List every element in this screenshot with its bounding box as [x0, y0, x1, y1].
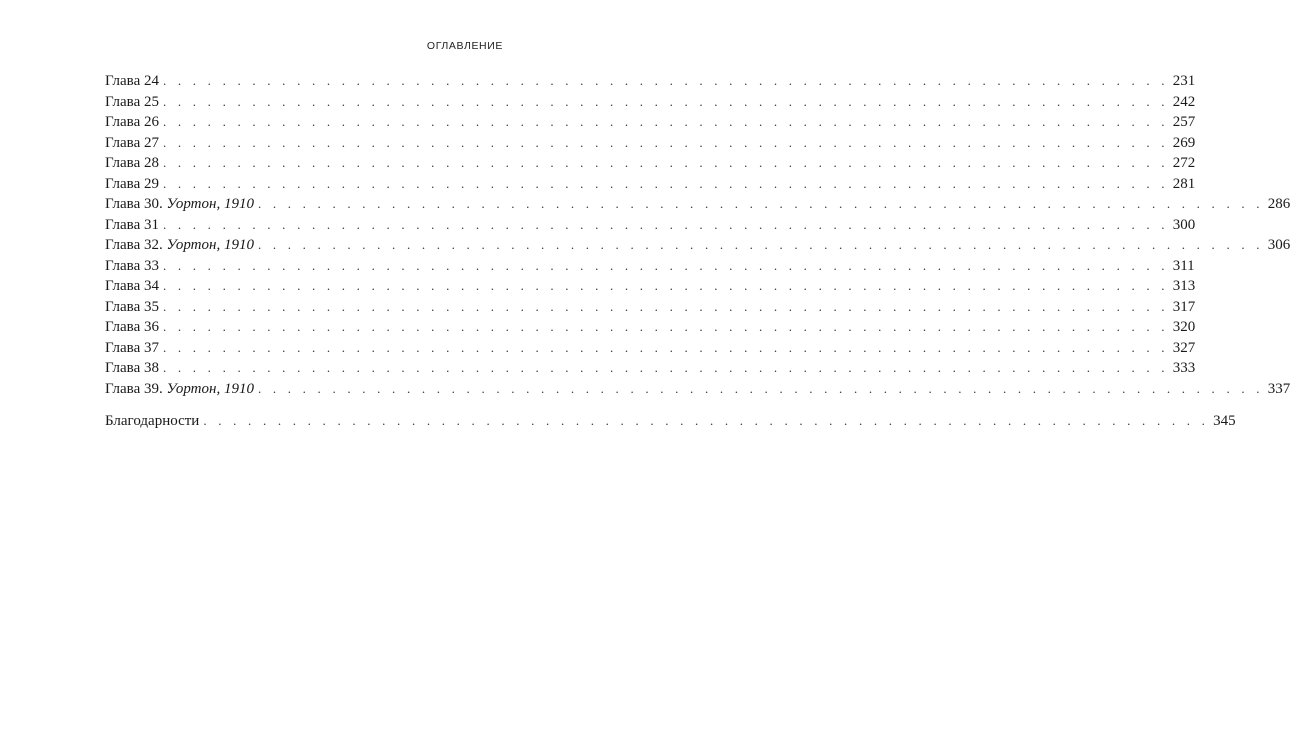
toc-entry-page: 231 — [1172, 73, 1196, 89]
toc-entry-page: 320 — [1172, 319, 1196, 335]
dot-leader: . . . . . . . . . . . . . . . . . . . . . . . . . . . . . . . . . . . . . . . . . . . . . . . . . . . . . . . . . . . . . . . . . . . . — [162, 360, 1169, 375]
toc-entry-acknowledgements[interactable] — [105, 411, 1236, 432]
table-of-contents — [105, 71, 1290, 432]
toc-entry[interactable] — [105, 174, 1196, 195]
dot-leader: . . . . . . . . . . . . . . . . . . . . . . . . . . . . . . . . . . . . . . . . . . . . . . . . . . . . . . . . . . . . . . . . . . . . — [162, 134, 1169, 150]
toc-entry[interactable] — [105, 235, 1290, 256]
dot-leader: . . . . . . . . . . . . . . . . . . . . . . . . . . . . . . . . . . . . . . . . . . . . . . . . . . . . . . . . . . . . . . . . . . . . — [162, 278, 1169, 293]
dot-leader: . . . . . . . . . . . . . . . . . . . . . . . . . . . . . . . . . . . . . . . . . . . . . . . . . . . . . . . . . . . . . . . . . . . . — [203, 413, 1210, 428]
toc-entry-page: 327 — [1172, 339, 1196, 356]
dot-leader: . . . . . . . . . . . . . . . . . . . . . . . . . . . . . . . . . . . . . . . . . . . . . . . . . . . . . . . . . . . . . . . . . . . . — [162, 298, 1169, 314]
toc-entry[interactable] — [105, 276, 1196, 297]
toc-entry-page: 300 — [1172, 216, 1196, 233]
dot-leader: . . . . . . . . . . . . . . . . . . . . . . . . . . . . . . . . . . . . . . . . . . . . . . . . . . . . . . . . . . . . . . . . . . . . — [162, 93, 1169, 109]
toc-entry-title: Глава 37 — [105, 338, 163, 359]
toc-entry-title: Глава 31 — [105, 215, 163, 236]
toc-entry-page: 286 — [1267, 196, 1290, 212]
toc-entry-title: Благодарности — [105, 411, 203, 432]
dot-leader: . . . . . . . . . . . . . . . . . . . . . . . . . . . . . . . . . . . . . . . . . . . . . . . . . . . . . . . . . . . . . . . . . . . . — [257, 380, 1264, 396]
toc-entry-title: Глава 25 — [105, 92, 163, 113]
toc-entry-page: 269 — [1172, 134, 1196, 151]
toc-spacer — [105, 399, 486, 411]
toc-entry-title: Глава 26 — [105, 112, 163, 133]
toc-entry[interactable] — [105, 215, 1196, 236]
toc-entry-title: Глава 36 — [105, 317, 163, 338]
toc-entry-page: 317 — [1172, 298, 1196, 315]
dot-leader: . . . . . . . . . . . . . . . . . . . . . . . . . . . . . . . . . . . . . . . . . . . . . . . . . . . . . . . . . . . . . . . . . . . . — [162, 114, 1169, 129]
toc-entry-title: Глава 39. Уортон, 1910 — [105, 379, 258, 400]
dot-leader: . . . . . . . . . . . . . . . . . . . . . . . . . . . . . . . . . . . . . . . . . . . . . . . . . . . . . . . . . . . . . . . . . . . . — [257, 237, 1264, 252]
toc-entry[interactable] — [105, 133, 1196, 154]
toc-entry-title: Глава 28 — [105, 153, 163, 174]
toc-entry-subtitle: Уортон, 1910 — [166, 196, 254, 212]
dot-leader: . . . . . . . . . . . . . . . . . . . . . . . . . . . . . . . . . . . . . . . . . . . . . . . . . . . . . . . . . . . . . . . . . . . . — [162, 73, 1169, 88]
toc-entry-page: 313 — [1172, 278, 1196, 294]
toc-entry-subtitle: Уортон, 1910 — [166, 237, 254, 253]
dot-leader: . . . . . . . . . . . . . . . . . . . . . . . . . . . . . . . . . . . . . . . . . . . . . . . . . . . . . . . . . . . . . . . . . . . . — [162, 339, 1169, 355]
toc-entry-page: 306 — [1267, 237, 1290, 253]
toc-entry-title: Глава 33 — [105, 256, 163, 277]
toc-entry-title: Глава 38 — [105, 358, 163, 379]
toc-entry-title: Глава 30. Уортон, 1910 — [105, 194, 258, 215]
dot-leader: . . . . . . . . . . . . . . . . . . . . . . . . . . . . . . . . . . . . . . . . . . . . . . . . . . . . . . . . . . . . . . . . . . . . — [257, 196, 1264, 211]
dot-leader: . . . . . . . . . . . . . . . . . . . . . . . . . . . . . . . . . . . . . . . . . . . . . . . . . . . . . . . . . . . . . . . . . . . . — [162, 257, 1169, 273]
toc-entry-page: 242 — [1172, 93, 1196, 110]
toc-entry[interactable] — [105, 297, 1196, 318]
toc-entry[interactable] — [105, 256, 1195, 277]
toc-entry-title: Глава 34 — [105, 276, 163, 297]
toc-entry[interactable] — [105, 112, 1196, 133]
dot-leader: . . . . . . . . . . . . . . . . . . . . . . . . . . . . . . . . . . . . . . . . . . . . . . . . . . . . . . . . . . . . . . . . . . . . — [162, 216, 1169, 232]
toc-entry-page: 333 — [1172, 360, 1196, 376]
toc-entry[interactable] — [105, 194, 1290, 215]
toc-entry-title: Глава 35 — [105, 297, 163, 318]
toc-entry[interactable] — [105, 71, 1196, 92]
toc-entry[interactable] — [105, 153, 1196, 174]
toc-entry[interactable] — [105, 358, 1196, 379]
toc-entry-page: 257 — [1172, 114, 1196, 130]
toc-entry-title: Глава 24 — [105, 71, 163, 92]
toc-entry-page: 311 — [1172, 257, 1195, 274]
running-header: ОГЛАВЛЕНИЕ — [426, 40, 503, 52]
toc-entry-page: 337 — [1267, 380, 1290, 397]
toc-entry-page: 345 — [1213, 413, 1236, 429]
toc-entry-subtitle: Уортон, 1910 — [166, 380, 254, 397]
toc-entry[interactable] — [105, 92, 1196, 113]
toc-entry[interactable] — [105, 379, 1290, 400]
dot-leader: . . . . . . . . . . . . . . . . . . . . . . . . . . . . . . . . . . . . . . . . . . . . . . . . . . . . . . . . . . . . . . . . . . . . — [162, 155, 1169, 170]
dot-leader: . . . . . . . . . . . . . . . . . . . . . . . . . . . . . . . . . . . . . . . . . . . . . . . . . . . . . . . . . . . . . . . . . . . . — [162, 319, 1169, 334]
toc-entry-title: Глава 27 — [105, 133, 163, 154]
toc-entry[interactable] — [105, 338, 1196, 359]
toc-entry-title: Глава 29 — [105, 174, 163, 195]
dot-leader: . . . . . . . . . . . . . . . . . . . . . . . . . . . . . . . . . . . . . . . . . . . . . . . . . . . . . . . . . . . . . . . . . . . . — [162, 175, 1169, 191]
toc-entry-title: Глава 32. Уортон, 1910 — [105, 235, 258, 256]
toc-entry[interactable] — [105, 317, 1196, 338]
toc-entry-page: 272 — [1172, 155, 1196, 171]
toc-entry-page: 281 — [1172, 175, 1196, 192]
